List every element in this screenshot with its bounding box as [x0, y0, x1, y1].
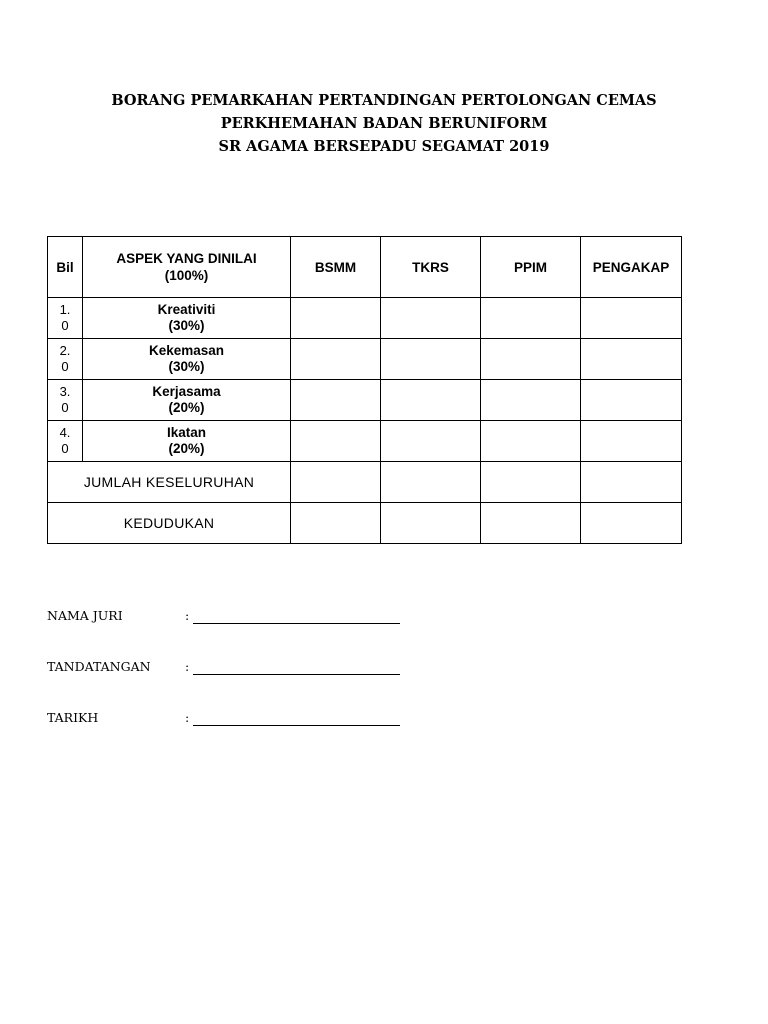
- score-cell-tkrs[interactable]: [381, 380, 481, 421]
- header-tkrs: TKRS: [381, 237, 481, 298]
- row-number: [48, 298, 83, 339]
- score-cell-pengakap[interactable]: [581, 380, 682, 421]
- date-colon: :: [185, 710, 190, 725]
- table-row: [48, 421, 682, 462]
- signature-field[interactable]: [193, 674, 400, 675]
- aspect-name: Ikatan: [166, 425, 207, 440]
- aspect-weight: (30%): [168, 359, 205, 374]
- total-label: JUMLAH KESELURUHAN: [48, 462, 291, 503]
- date-field[interactable]: [193, 725, 400, 726]
- row-number: [48, 380, 83, 421]
- header-aspek-title: ASPEK YANG DINILAI: [116, 251, 257, 266]
- score-cell-ppim[interactable]: [481, 339, 581, 380]
- row-number-line-2: 0: [61, 441, 69, 456]
- row-number-line-1: 2.: [59, 343, 71, 358]
- score-table: [47, 236, 682, 544]
- page-title: [0, 89, 768, 158]
- rank-cell-tkrs[interactable]: [381, 503, 481, 544]
- judge-name-colon: :: [185, 608, 190, 623]
- row-aspect: [83, 380, 291, 421]
- score-cell-bsmm[interactable]: [291, 421, 381, 462]
- table-row: [48, 339, 682, 380]
- aspect-weight: (20%): [168, 400, 205, 415]
- row-number: [48, 421, 83, 462]
- rank-cell-bsmm[interactable]: [291, 503, 381, 544]
- score-cell-tkrs[interactable]: [381, 298, 481, 339]
- table-header-row: [48, 237, 682, 298]
- total-cell-bsmm[interactable]: [291, 462, 381, 503]
- score-cell-tkrs[interactable]: [381, 421, 481, 462]
- score-cell-ppim[interactable]: [481, 421, 581, 462]
- row-aspect: [83, 339, 291, 380]
- header-ppim: PPIM: [481, 237, 581, 298]
- score-cell-pengakap[interactable]: [581, 298, 682, 339]
- header-bil: Bil: [48, 237, 83, 298]
- rank-cell-pengakap[interactable]: [581, 503, 682, 544]
- rank-row: [48, 503, 682, 544]
- score-cell-ppim[interactable]: [481, 298, 581, 339]
- judge-name-field[interactable]: [193, 623, 400, 624]
- header-pengakap: PENGAKAP: [581, 237, 682, 298]
- score-cell-tkrs[interactable]: [381, 339, 481, 380]
- aspect-name: Kreativiti: [157, 302, 216, 317]
- header-aspek: [83, 237, 291, 298]
- judge-name-row: [47, 608, 447, 628]
- row-aspect: [83, 421, 291, 462]
- signature-label: TANDATANGAN: [47, 659, 151, 674]
- rank-label: KEDUDUKAN: [48, 503, 291, 544]
- aspect-name: Kekemasan: [148, 343, 225, 358]
- score-cell-bsmm[interactable]: [291, 339, 381, 380]
- aspect-name: Kerjasama: [152, 384, 221, 399]
- header-aspek-weight: (100%): [164, 268, 209, 283]
- signature-block: [47, 608, 447, 738]
- aspect-weight: (30%): [168, 318, 205, 333]
- signature-colon: :: [185, 659, 190, 674]
- table-row: [48, 298, 682, 339]
- row-number-line-1: 4.: [59, 425, 71, 440]
- score-cell-pengakap[interactable]: [581, 339, 682, 380]
- score-cell-pengakap[interactable]: [581, 421, 682, 462]
- judge-name-label: NAMA JURI: [47, 608, 123, 623]
- total-cell-tkrs[interactable]: [381, 462, 481, 503]
- aspect-weight: (20%): [168, 441, 205, 456]
- row-number-line-2: 0: [61, 318, 69, 333]
- header-bsmm: BSMM: [291, 237, 381, 298]
- row-number-line-2: 0: [61, 400, 69, 415]
- title-line-3: SR AGAMA BERSEPADU SEGAMAT 2019: [218, 138, 550, 155]
- signature-row: [47, 659, 447, 679]
- date-row: [47, 710, 447, 730]
- table-row: [48, 380, 682, 421]
- title-line-2: PERKHEMAHAN BADAN BERUNIFORM: [220, 115, 548, 132]
- date-label: TARIKH: [47, 710, 99, 725]
- row-number-line-1: 1.: [59, 302, 71, 317]
- row-number: [48, 339, 83, 380]
- row-aspect: [83, 298, 291, 339]
- total-row: [48, 462, 682, 503]
- score-cell-bsmm[interactable]: [291, 380, 381, 421]
- score-cell-bsmm[interactable]: [291, 298, 381, 339]
- rank-cell-ppim[interactable]: [481, 503, 581, 544]
- score-cell-ppim[interactable]: [481, 380, 581, 421]
- row-number-line-1: 3.: [59, 384, 71, 399]
- row-number-line-2: 0: [61, 359, 69, 374]
- total-cell-ppim[interactable]: [481, 462, 581, 503]
- title-line-1: BORANG PEMARKAHAN PERTANDINGAN PERTOLONGAN CEMAS: [111, 92, 657, 109]
- total-cell-pengakap[interactable]: [581, 462, 682, 503]
